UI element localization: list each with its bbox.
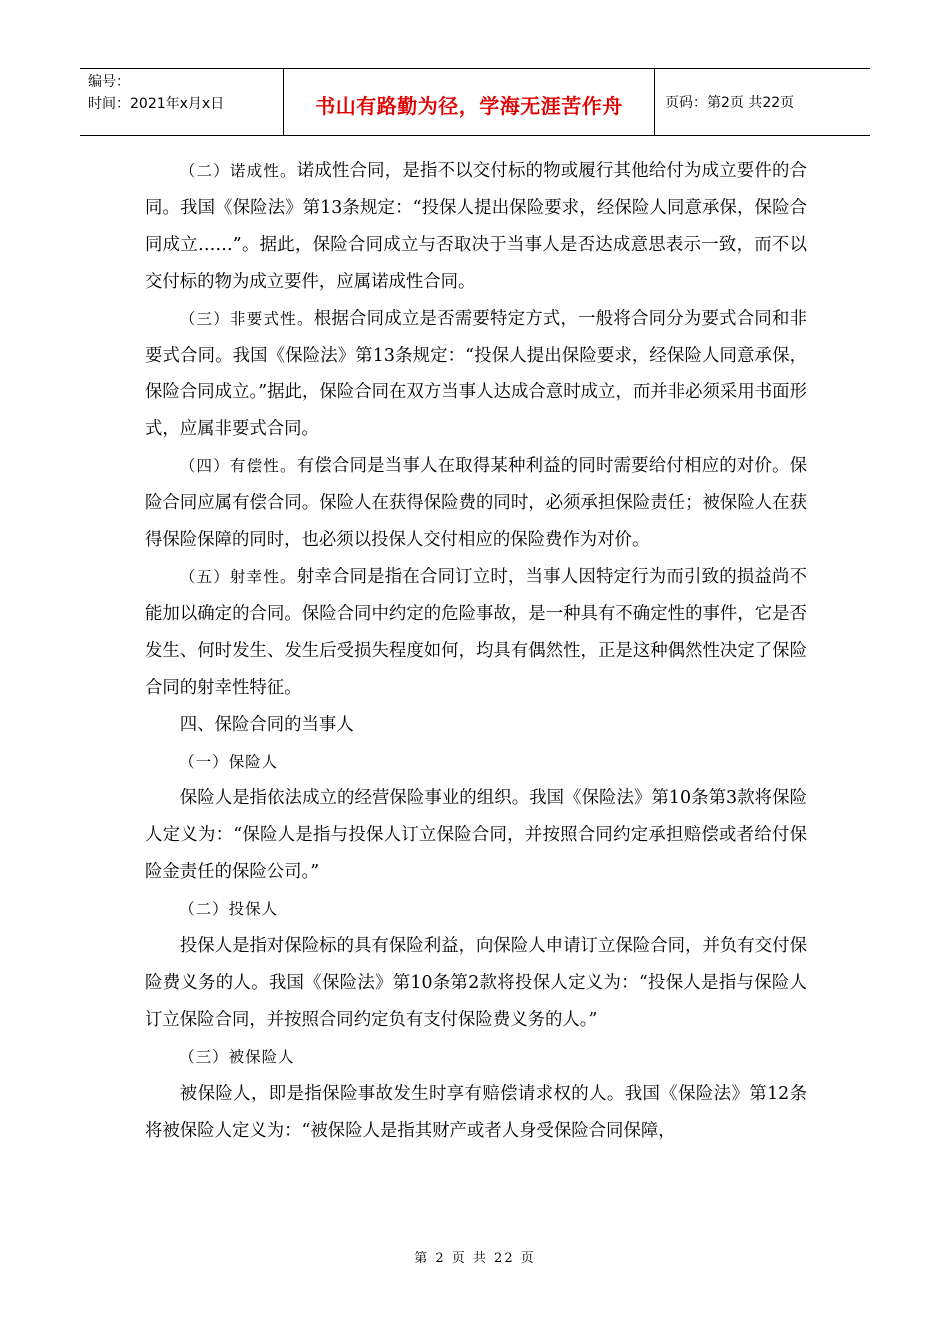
paragraph-keyword: （四）有偿性。 — [179, 457, 297, 476]
paragraph-characteristic-5 — [145, 559, 807, 707]
paragraph-insured: 被保险人，即是指保险事故发生时享有赔偿请求权的人。我国《保险法》第12条将被保险人定义为：“被保险人是指其财产或者人身受保险合同保障， — [145, 1083, 807, 1141]
subheading-policyholder: （二）投保人 — [179, 900, 279, 919]
document-time-label: 时间：2021年x月x日 — [88, 96, 225, 112]
paragraph-characteristic-3 — [145, 301, 807, 449]
paragraph-text: 根据合同成立是否需要特定方式，一般将合同分为要式合同和非要式合同。我国《保险法》第13条规定：“投保人提出保险要求，经保险人同意承保，保险合同成立。”据此，保险合同在双方当事人达成合意时成立，而并非必须采用书面形式，应属非要式合同。 — [145, 308, 807, 440]
document-number-label: 编号： — [88, 74, 130, 90]
paragraph-keyword: （三）非要式性。 — [179, 309, 314, 328]
paragraph-characteristic-2 — [145, 153, 807, 301]
paragraph-text: 射幸合同是指在合同订立时，当事人因特定行为而引致的损益尚不能加以确定的合同。保险合同中约定的危险事故，是一种具有不确定性的事件，它是否发生、何时发生、发生后受损失程度如何，均具有偶然性，正是这种偶然性决定了保险合同的射幸性特征。 — [145, 566, 807, 698]
paragraph-keyword: （二）诺成性。 — [179, 162, 297, 180]
subheading-insured: （三）被保险人 — [179, 1047, 295, 1066]
header-page-info: 页码：第2页 共22页 — [665, 95, 795, 111]
paragraph-keyword: （五）射幸性。 — [179, 567, 297, 586]
subheading-insurer: （一）保险人 — [179, 752, 279, 771]
paragraph-characteristic-4 — [145, 448, 807, 559]
document-body — [145, 153, 807, 1149]
paragraph-text: 诺成性合同，是指不以交付标的物或履行其他给付为成立要件的合同。我国《保险法》第13条规定：“投保人提出保险要求，经保险人同意承保，保险合同成立……”。据此，保险合同成立与否取决于当事人是否达成意思表示一致，而不以交付标的物为成立要件，应属诺成性合同。 — [145, 161, 807, 292]
header-meta — [80, 69, 283, 135]
header-table — [80, 68, 870, 136]
section-heading: 四、保险合同的当事人 — [179, 714, 354, 735]
paragraph-text: 有偿合同是当事人在取得某种利益的同时需要给付相应的对价。保险合同应属有偿合同。保险人在获得保险费的同时，必须承担保险责任；被保险人在获得保险保障的同时，也必须以投保人交付相应的保险费作为对价。 — [145, 456, 807, 551]
paragraph-insurer: 保险人是指依法成立的经营保险事业的组织。我国《保险法》第10条第3款将保险人定义为：“保险人是指与投保人订立保险合同，并按照合同约定承担赔偿或者给付保险金责任的保险公司。” — [145, 788, 807, 883]
header-motto: 书山有路勤为径，学海无涯苦作舟 — [283, 69, 655, 135]
page-footer: 第 2 页 共 22 页 — [414, 1251, 536, 1266]
paragraph-policyholder: 投保人是指对保险标的具有保险利益，向保险人申请订立保险合同，并负有交付保险费义务的人。我国《保险法》第10条第2款将投保人定义为：“投保人是指与保险人订立保险合同，并按照合同约定负有支付保险费义务的人。” — [145, 936, 807, 1030]
